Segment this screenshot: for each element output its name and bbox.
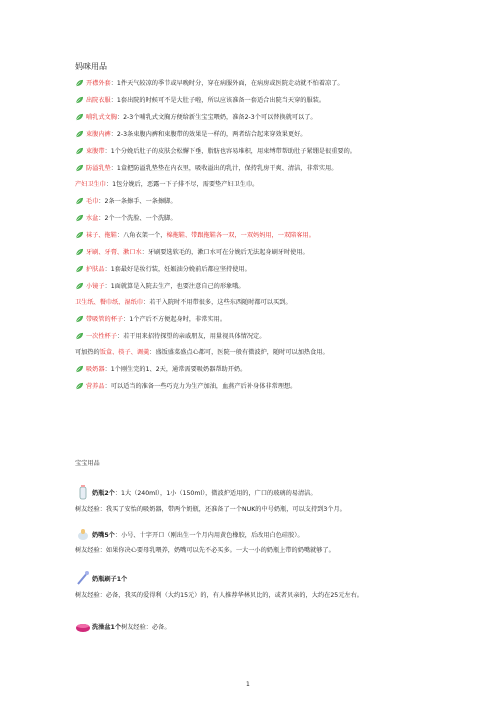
baby-item-label: 洗澡盆1个 xyxy=(92,624,122,631)
baby-item-text: 树友经验：必备，我买的爱得利（大约15元）的，有人推荐华林贝比的，或者贝亲的，大约在25元左右。 xyxy=(75,592,363,599)
mom-item-row xyxy=(75,197,435,206)
item-desc: 用来招待探望的亲戚朋友，用量视具体情况定。 xyxy=(135,333,266,340)
baby-item-label: 奶瓶2个 xyxy=(92,490,115,497)
leaf-bullet-icon xyxy=(75,231,84,239)
baby-item-text: 树友经验：如果你决心要母乳喂养，奶嘴可以先不必买多。一大一小的奶瓶上带的奶嘴就够了。 xyxy=(75,547,335,554)
item-qty: ：1套 xyxy=(110,97,128,104)
item-name: 吸奶器 xyxy=(86,366,105,373)
item-desc: 出院的时候可不是大肚子啦，所以应该准备一套适合出院当天穿的服装。 xyxy=(127,97,326,104)
leaf-bullet-icon xyxy=(75,113,84,121)
item-name: 袜子、拖鞋 xyxy=(86,232,117,239)
item-name: 小镜子 xyxy=(86,283,105,290)
leaf-bullet-icon xyxy=(75,164,84,172)
leaf-bullet-icon xyxy=(75,147,84,155)
leaf-bullet-icon xyxy=(75,332,84,340)
item-qty: ： xyxy=(149,349,156,356)
item-name: 水盆 xyxy=(86,215,99,222)
item-qty: ：2条 xyxy=(98,198,115,205)
leaf-bullet-icon xyxy=(75,282,84,290)
baby-item-text: ：1大（240ml），1小（150ml），微波炉适用的，广口的玻璃的易清洁。 xyxy=(114,490,317,497)
baby-item-row xyxy=(75,591,435,600)
leaf-bullet-icon xyxy=(75,315,84,323)
item-desc: 分娩后，恶露一下子排不尽，需要垫产妇卫生巾。 xyxy=(122,181,259,188)
leaf-bullet-icon xyxy=(75,197,84,205)
mom-item-row xyxy=(75,298,435,307)
item-name: 开襟外套 xyxy=(86,80,111,87)
item-desc: 一条擦手、一条擦脚。 xyxy=(114,198,177,205)
leaf-bullet-icon xyxy=(75,382,84,390)
baby-item-text: 树友经验：必备。 xyxy=(121,624,171,631)
item-qty: ：1盒 xyxy=(110,165,128,172)
leaf-bullet-icon xyxy=(75,79,84,87)
mom-item-row xyxy=(75,265,435,274)
mom-item-row xyxy=(75,315,435,324)
baby-item-row xyxy=(75,618,435,634)
item-qty: ：八角衣架一个， xyxy=(116,232,167,239)
baby-item-text: 树友经验：我买了安怡的吸奶器，带两个奶瓶，还准备了一个NUK的中号奶瓶，可以支持到3个月。 xyxy=(75,506,346,513)
mom-item-row xyxy=(75,214,435,223)
item-desc: 哺乳式文胸方便给新生宝宝喂奶，准备2-3个可以替换就可以了。 xyxy=(139,114,317,121)
item-desc: 分娩后肚子的皮肤会松懈下垂，脂肪也容易堆积，用束缚带帮助肚子紧绷是很重要的。 xyxy=(120,148,356,155)
mom-item-row xyxy=(75,130,435,139)
item-qty: ：1套 xyxy=(104,266,121,273)
mom-item-row xyxy=(75,96,435,105)
mom-item-row xyxy=(75,180,435,189)
item-name: 产妇卫生巾 xyxy=(75,181,106,188)
item-qty: ：1个 xyxy=(104,148,121,155)
baby-item-label: 奶瓶刷子1个 xyxy=(92,576,128,583)
item-name: 出院衣服 xyxy=(86,97,111,104)
mom-item-row xyxy=(75,164,435,173)
item-name: 营养品 xyxy=(86,383,105,390)
item-prefix: 可加热的 xyxy=(75,349,100,356)
mom-item-row xyxy=(75,348,435,357)
leaf-bullet-icon xyxy=(75,248,84,256)
leaf-bullet-icon xyxy=(75,365,84,373)
leaf-bullet-icon xyxy=(75,214,84,222)
baby-bottle-icon xyxy=(75,484,91,500)
baby-item-row xyxy=(75,570,435,586)
item-desc: 棉拖鞋、带跟拖鞋各一双，一双妈妈用，一双陪客用。 xyxy=(166,232,315,239)
item-name: 一次性杯子 xyxy=(86,333,117,340)
item-qty: ： xyxy=(141,249,148,256)
page-number: 1 xyxy=(246,681,250,688)
item-desc: 牙刷要选软毛的，漱口水可在分娩后无法起身刷牙时使用。 xyxy=(147,249,309,256)
item-name: 卫生纸、餐巾纸、湿纸巾 xyxy=(75,299,144,306)
item-name: 毛巾 xyxy=(86,198,99,205)
item-name: 牙刷、牙膏、漱口水 xyxy=(86,249,142,256)
baby-item-row xyxy=(75,546,435,555)
item-name: 哺乳式文胸 xyxy=(86,114,117,121)
item-name: 带吸管的杯子 xyxy=(86,316,124,323)
item-desc: 把防溢乳垫垫在内衣里，吸收溢出的乳汁，保持乳房干爽、清洁，非常实用。 xyxy=(127,165,338,172)
item-qty: ：若干 xyxy=(143,299,162,306)
item-desc: 就算是入院去生产，也要注意自己的形象哦。 xyxy=(120,283,245,290)
item-name: 束腹内裤 xyxy=(86,131,111,138)
leaf-bullet-icon xyxy=(75,96,84,104)
nipple-icon xyxy=(75,526,91,542)
mom-item-row xyxy=(75,79,435,88)
item-qty: ：2-3个 xyxy=(116,114,140,121)
mom-item-row xyxy=(75,382,435,391)
baby-heading: 宝宝用品 xyxy=(75,460,100,467)
baby-item-row xyxy=(75,484,435,500)
mom-item-row xyxy=(75,248,435,257)
item-desc: 入院时不用带很多，这些东西随时都可以买到。 xyxy=(161,299,292,306)
item-qty: ：1个 xyxy=(123,316,140,323)
mom-item-row xyxy=(75,282,435,291)
item-desc: 一个洗脸、一个洗脚。 xyxy=(114,215,177,222)
baby-item-text: ：小号、十字开口（刚出生一个月内用黄色橡胶，后改用白色硅胶）。 xyxy=(114,532,304,539)
leaf-bullet-icon xyxy=(75,265,84,273)
item-desc: 刚生完的1、2天，通常需要吸奶器帮助开奶。 xyxy=(120,366,247,373)
bottle-brush-icon xyxy=(75,570,91,586)
item-desc: 束腹内裤和束腹带的效果是一样的，两者结合起来穿效果更好。 xyxy=(133,131,307,138)
mom-item-row xyxy=(75,332,435,341)
leaf-bullet-icon xyxy=(75,130,84,138)
item-name: 防溢乳垫 xyxy=(86,165,111,172)
baby-item-row xyxy=(75,526,435,542)
mom-item-row xyxy=(75,113,435,122)
mom-item-row xyxy=(75,147,435,156)
item-name: 饭盒、筷子、调羹 xyxy=(99,349,150,356)
item-name: 束腹带 xyxy=(86,148,105,155)
item-qty: ： xyxy=(104,383,111,390)
item-qty: ：1个 xyxy=(104,366,121,373)
item-desc: 可以适当的准备一些巧克力为生产加油，血燕产后补身体非常理想。 xyxy=(110,383,297,390)
item-qty: ：2个 xyxy=(98,215,115,222)
item-qty: ：1面 xyxy=(104,283,121,290)
baby-item-row xyxy=(75,505,435,514)
page-title: 妈咪用品 xyxy=(75,62,107,71)
item-name: 护肤品 xyxy=(86,266,105,273)
item-qty: ：若干 xyxy=(116,333,136,340)
item-qty: ：1件 xyxy=(110,80,128,87)
baby-item-label: 奶嘴5个 xyxy=(92,532,115,539)
item-desc: 产后不方便起身时，非常实用。 xyxy=(139,316,227,323)
mom-item-row xyxy=(75,365,435,374)
mom-item-row xyxy=(75,231,435,240)
item-desc: 最好是妆行装，妊娠油分娩前后都应坚持使用。 xyxy=(120,266,251,273)
item-qty: ：1包 xyxy=(105,181,123,188)
item-desc: 盛饭盛菜盛点心都可，医院一般有微波炉，随时可以加热食用。 xyxy=(155,349,329,356)
item-qty: ：2-3条 xyxy=(110,131,134,138)
item-desc: 天气较凉的季节或早晚时分，穿在病服外面，在病房或医院走动就不怕着凉了。 xyxy=(127,80,344,87)
bath-tub-icon xyxy=(75,618,91,634)
